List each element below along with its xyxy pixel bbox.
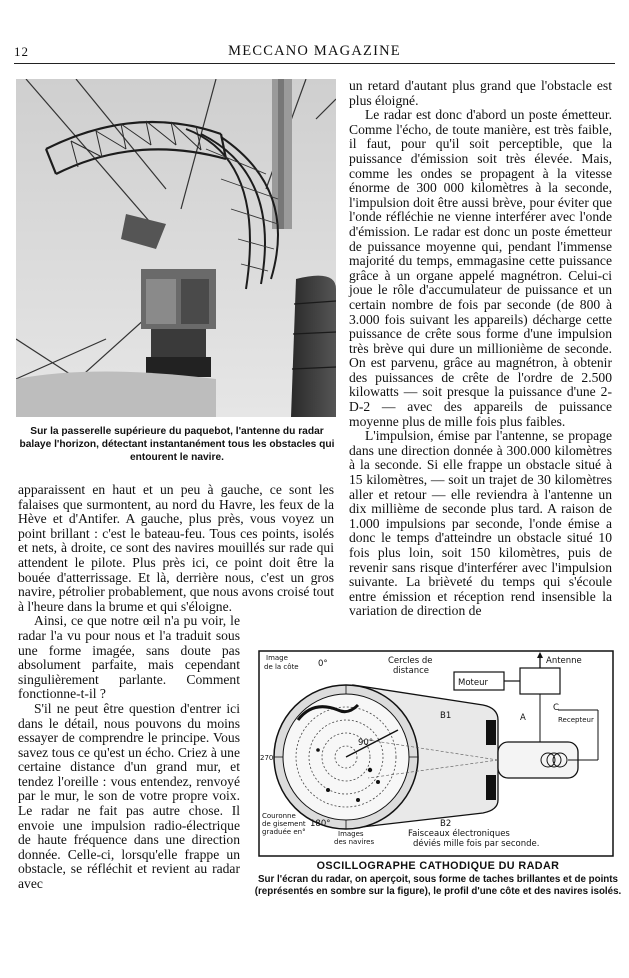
paragraph: L'impulsion, émise par l'antenne, se propage dans une direction donnée à 300.000 kilomètres à la seconde. Si elle frappe un obstacle situé à 15 kilomètres, — soit un trajet de 30 kilomètres aller et retour — elle reviendra à l'antenne un dix millième de seconde plus tard. A raison de 1.000 impulsions par seconde, l'onde émise a donc le temps d'atteindre un obstacle situé 10 fois plus loin, soit 150 kilomètres, puis de revenir sans risque d'interférer avec l'impulsion suivante. La brièveté du temps qui s'écoule entre émission et réception rend insensible la variation de direction de xyxy=(349,428,612,619)
label-cercles-1: Cercles de xyxy=(388,656,433,666)
label-faisceaux-1: Faisceaux électroniques xyxy=(408,829,510,839)
label-b2: B2 xyxy=(440,819,452,829)
running-title: MECCANO MAGAZINE xyxy=(228,43,401,59)
label-couronne-3: graduée en° xyxy=(262,828,306,836)
narrow-text-block xyxy=(18,614,240,891)
label-recepteur: Recepteur xyxy=(558,716,594,724)
diagram-caption: Sur l'écran du radar, on aperçoit, sous forme de taches brillantes et de points (représentés en sombre sur la figure), le profil d'une côte et des navires isolés. xyxy=(254,874,622,898)
label-b1: B1 xyxy=(440,711,452,721)
label-images-1: Images xyxy=(338,830,364,838)
label-90: 90° xyxy=(358,738,374,748)
label-image-cote-1: Image xyxy=(266,654,288,662)
label-cercles-2: distance xyxy=(393,666,430,676)
label-couronne-1: Couronne xyxy=(262,812,296,820)
diagram-title: OSCILLOGRAPHE CATHODIQUE DU RADAR xyxy=(316,860,560,872)
label-faisceaux-2: déviés mille fois par seconde. xyxy=(413,839,540,849)
label-a: A xyxy=(520,713,526,723)
label-270: 270 xyxy=(260,754,274,762)
label-zero-degrees: 0° xyxy=(318,659,328,669)
page-number: 12 xyxy=(14,44,29,59)
label-moteur: Moteur xyxy=(458,678,488,688)
paragraph: apparaissent en haut et un peu à gauche, ce sont les falaises que surmontent, au nord du Havre, les feux de la Hève et d'Antifer. A gauche, plus près, vous voyez un point brillant : c'est le bateau-feu. Tous ces points, isolés et nets, à droite, ce sont des navires mouillés sur rade qui attendent le pilote. Plus près ici, ce point doit être la bouée d'atterrissage. Et là, derrière nous, c'est un gros navire, pétrolier probablement, que nous avons croisé tout à l'heure dans la brume et qui s'éloigne. xyxy=(18,482,334,614)
right-column-text xyxy=(349,79,612,619)
label-c: C xyxy=(553,703,559,713)
oscillograph-diagram xyxy=(258,650,614,857)
photo-caption: Sur la passerelle supérieure du paquebot, l'antenne du radar balaye l'horizon, détectant instantanément tous les obstacles qui entourent le navire. xyxy=(19,426,335,463)
paragraph: un retard d'autant plus grand que l'obstacle est plus éloigné. xyxy=(349,78,612,108)
paragraph: S'il ne peut être question d'entrer ici dans le détail, nous pouvons du moins essayer de comprendre le principe. Vous savez tous ce qu'est un écho. Criez à une certaine distance d'un grand mur, et tendez l'oreille : vous entendez, renvoyé par le mur, le son de votre propre voix. Le radar ne fait pas autre chose. Il envoie une impulsion radio-électrique de haute fréquence dans une direction donnée. Celle-ci, lorsqu'elle frappe un obstacle, se réfléchit et revient au radar avec xyxy=(18,700,240,892)
label-image-cote-2: de la côte xyxy=(264,663,299,671)
label-images-2: des navires xyxy=(334,838,375,846)
label-antenne: Antenne xyxy=(546,656,582,666)
paragraph: Le radar est donc d'abord un poste émetteur. Comme l'écho, de toute manière, est très faible, il faut, pour qu'il soit perceptible, que la puissance d'émission soit très élevée. Mais, comme les ondes se propagent à la vitesse énorme de 300 000 kilomètres à la seconde, l'impulsion doit être aussi brève, pour éviter que l'onde réfléchie ne vienne interférer avec l'onde d'émission. Le radar est donc un poste émetteur de puissance moyenne qui, pendant l'immense majorité du temps, emmagasine cette puissance grâce à un organe appelé magnétron. Celui-ci joue le rôle d'accumulateur de puissance et un certain nombre de fois par seconde (de 800 à 3.000 fois suivant les appareils) décharge cette puissance de crête sous forme d'une impulsion très brève qui dure un millionième de seconde. On est parvenu, grâce au magnétron, à obtenir des puissances de crête de l'ordre de 2.500 kilowatts — soit presque la puissance d'une 2-D-2 — avec des appareils de puissance moyenne plus de mille fois plus faibles. xyxy=(349,107,612,429)
label-couronne-2: de gisement xyxy=(262,820,306,828)
radar-antenna-photo xyxy=(16,79,336,417)
paragraph: Ainsi, ce que notre œil n'a pu voir, le radar l'a vu pour nous et l'a traduit sous une forme imagée, sans doute pas absolument parfaite, mais cependant singulièrement parlante. Comment fonctionne-t-il ? xyxy=(18,613,240,702)
label-180: 180° xyxy=(310,819,331,829)
header-rule xyxy=(14,63,615,64)
